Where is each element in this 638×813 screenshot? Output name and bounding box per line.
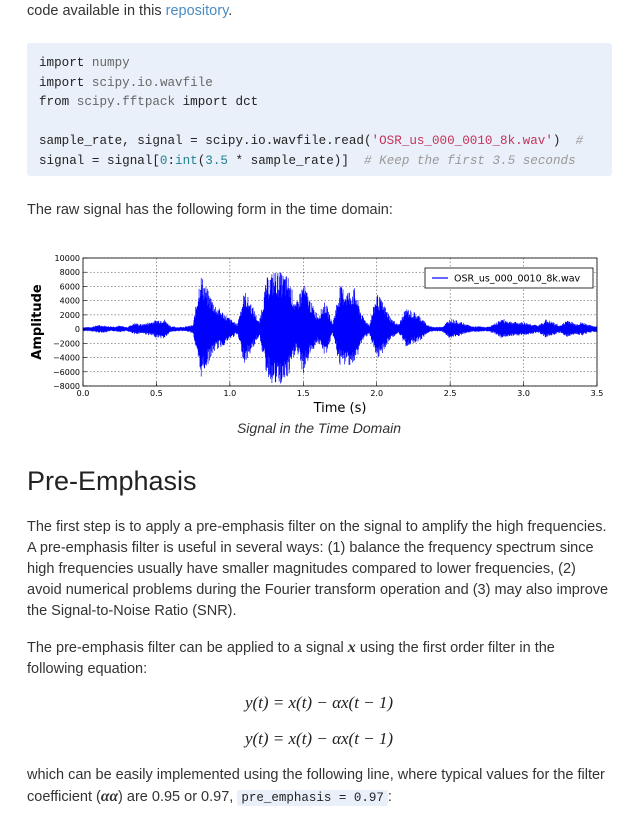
code-text: :	[167, 153, 176, 168]
code-kw: from	[39, 95, 70, 109]
para3-text: which can be easily implemented using the following line, where typical values for the filter coefficient (	[27, 767, 605, 805]
code-content	[39, 54, 583, 171]
code-builtin: int	[175, 153, 198, 168]
x-tick-label: 1.0	[223, 389, 237, 398]
x-tick-label: 2.0	[370, 389, 384, 398]
equation-2: y(t) = x(t) − αx(t − 1)	[244, 729, 394, 748]
signal-chart	[27, 252, 617, 414]
code-string: 'OSR_us_000_0010_8k.wav'	[371, 134, 553, 148]
code-module: scipy.io.wavfile	[91, 75, 213, 90]
code-text: (	[197, 153, 206, 168]
x-axis-label: Time (s)	[313, 401, 367, 414]
code-text: signal = signal[	[39, 153, 160, 168]
repository-link[interactable]: repository	[165, 3, 229, 19]
chart-caption: Signal in the Time Domain	[236, 420, 402, 436]
para2-text: The pre-emphasis filter can be applied to a signal	[27, 640, 348, 656]
pre-emphasis-code: pre_emphasis = 0.97	[237, 790, 388, 806]
intro-text-span: code available in this	[27, 3, 166, 19]
code-text: )	[552, 134, 576, 148]
x-tick-label: 0.5	[150, 389, 163, 398]
paragraph-2	[27, 637, 611, 680]
x-tick-label: 3.0	[517, 389, 530, 398]
x-tick-label: 0.0	[76, 389, 90, 398]
para3-text-mid: ) are 0.95 or 0.97,	[118, 789, 238, 805]
waveform-path	[83, 273, 597, 384]
x-tick-label: 1.5	[296, 389, 310, 398]
y-tick-label: −8000	[52, 382, 80, 391]
code-text: sample_rate, signal = scipy.io.wavfile.read(	[39, 134, 372, 148]
raw-signal-text: The raw signal has the following form in the time domain:	[27, 202, 393, 218]
x-tick-label: 2.5	[443, 389, 457, 398]
y-tick-label: 4000	[59, 296, 80, 306]
y-tick-label: 8000	[59, 268, 80, 278]
code-module: numpy	[91, 56, 130, 70]
intro-text	[27, 1, 611, 22]
code-number: 3.5	[205, 153, 228, 168]
alpha-symbol: αα	[100, 788, 119, 805]
y-tick-label: 0	[74, 325, 80, 335]
y-tick-label: 10000	[54, 254, 80, 263]
code-module: scipy.fftpack	[76, 95, 176, 109]
code-kw: import	[39, 56, 85, 70]
code-block[interactable]	[27, 43, 612, 176]
code-kw: import	[182, 95, 228, 109]
para2-text-end: using the first order filter in the following equation:	[27, 640, 555, 677]
paragraph-3	[27, 765, 611, 809]
para3-text-end: :	[387, 789, 392, 805]
paragraph-1: The first step is to apply a pre-emphasis filter on the signal to amplify the high frequencies. A pre-emphasis filter is useful in several ways: (1) balance the frequency spectrum since high frequencies usually have smaller magnitudes compared to lower frequencies, (2) avoid numerical problems during the Fourier transform operation and (3) may also improve the Signal-to-Noise Ratio (SNR).	[27, 519, 609, 619]
chart-legend	[425, 268, 593, 288]
code-name: dct	[235, 95, 259, 109]
code-kw: import	[39, 75, 85, 90]
legend-label: OSR_us_000_0010_8k.wav	[454, 273, 581, 285]
chart-waveform	[83, 273, 597, 384]
y-tick-label: 6000	[59, 282, 80, 292]
signal-variable: x	[347, 639, 356, 656]
y-tick-label: −4000	[52, 353, 80, 363]
y-tick-label: 2000	[59, 310, 80, 320]
y-tick-label: −2000	[52, 339, 80, 349]
code-comment: #	[575, 134, 584, 148]
section-heading: Pre-Emphasis	[27, 466, 197, 496]
intro-end: .	[228, 3, 233, 19]
code-text: * sample_rate)]	[227, 153, 365, 168]
y-tick-label: −6000	[52, 367, 80, 377]
x-tick-label: 3.5	[590, 389, 604, 398]
equation-1: y(t) = x(t) − αx(t − 1)	[244, 693, 394, 712]
code-comment: # Keep the first 3.5 seconds	[364, 153, 576, 168]
y-axis-label: Amplitude	[30, 284, 45, 360]
code-number: 0	[159, 153, 168, 168]
